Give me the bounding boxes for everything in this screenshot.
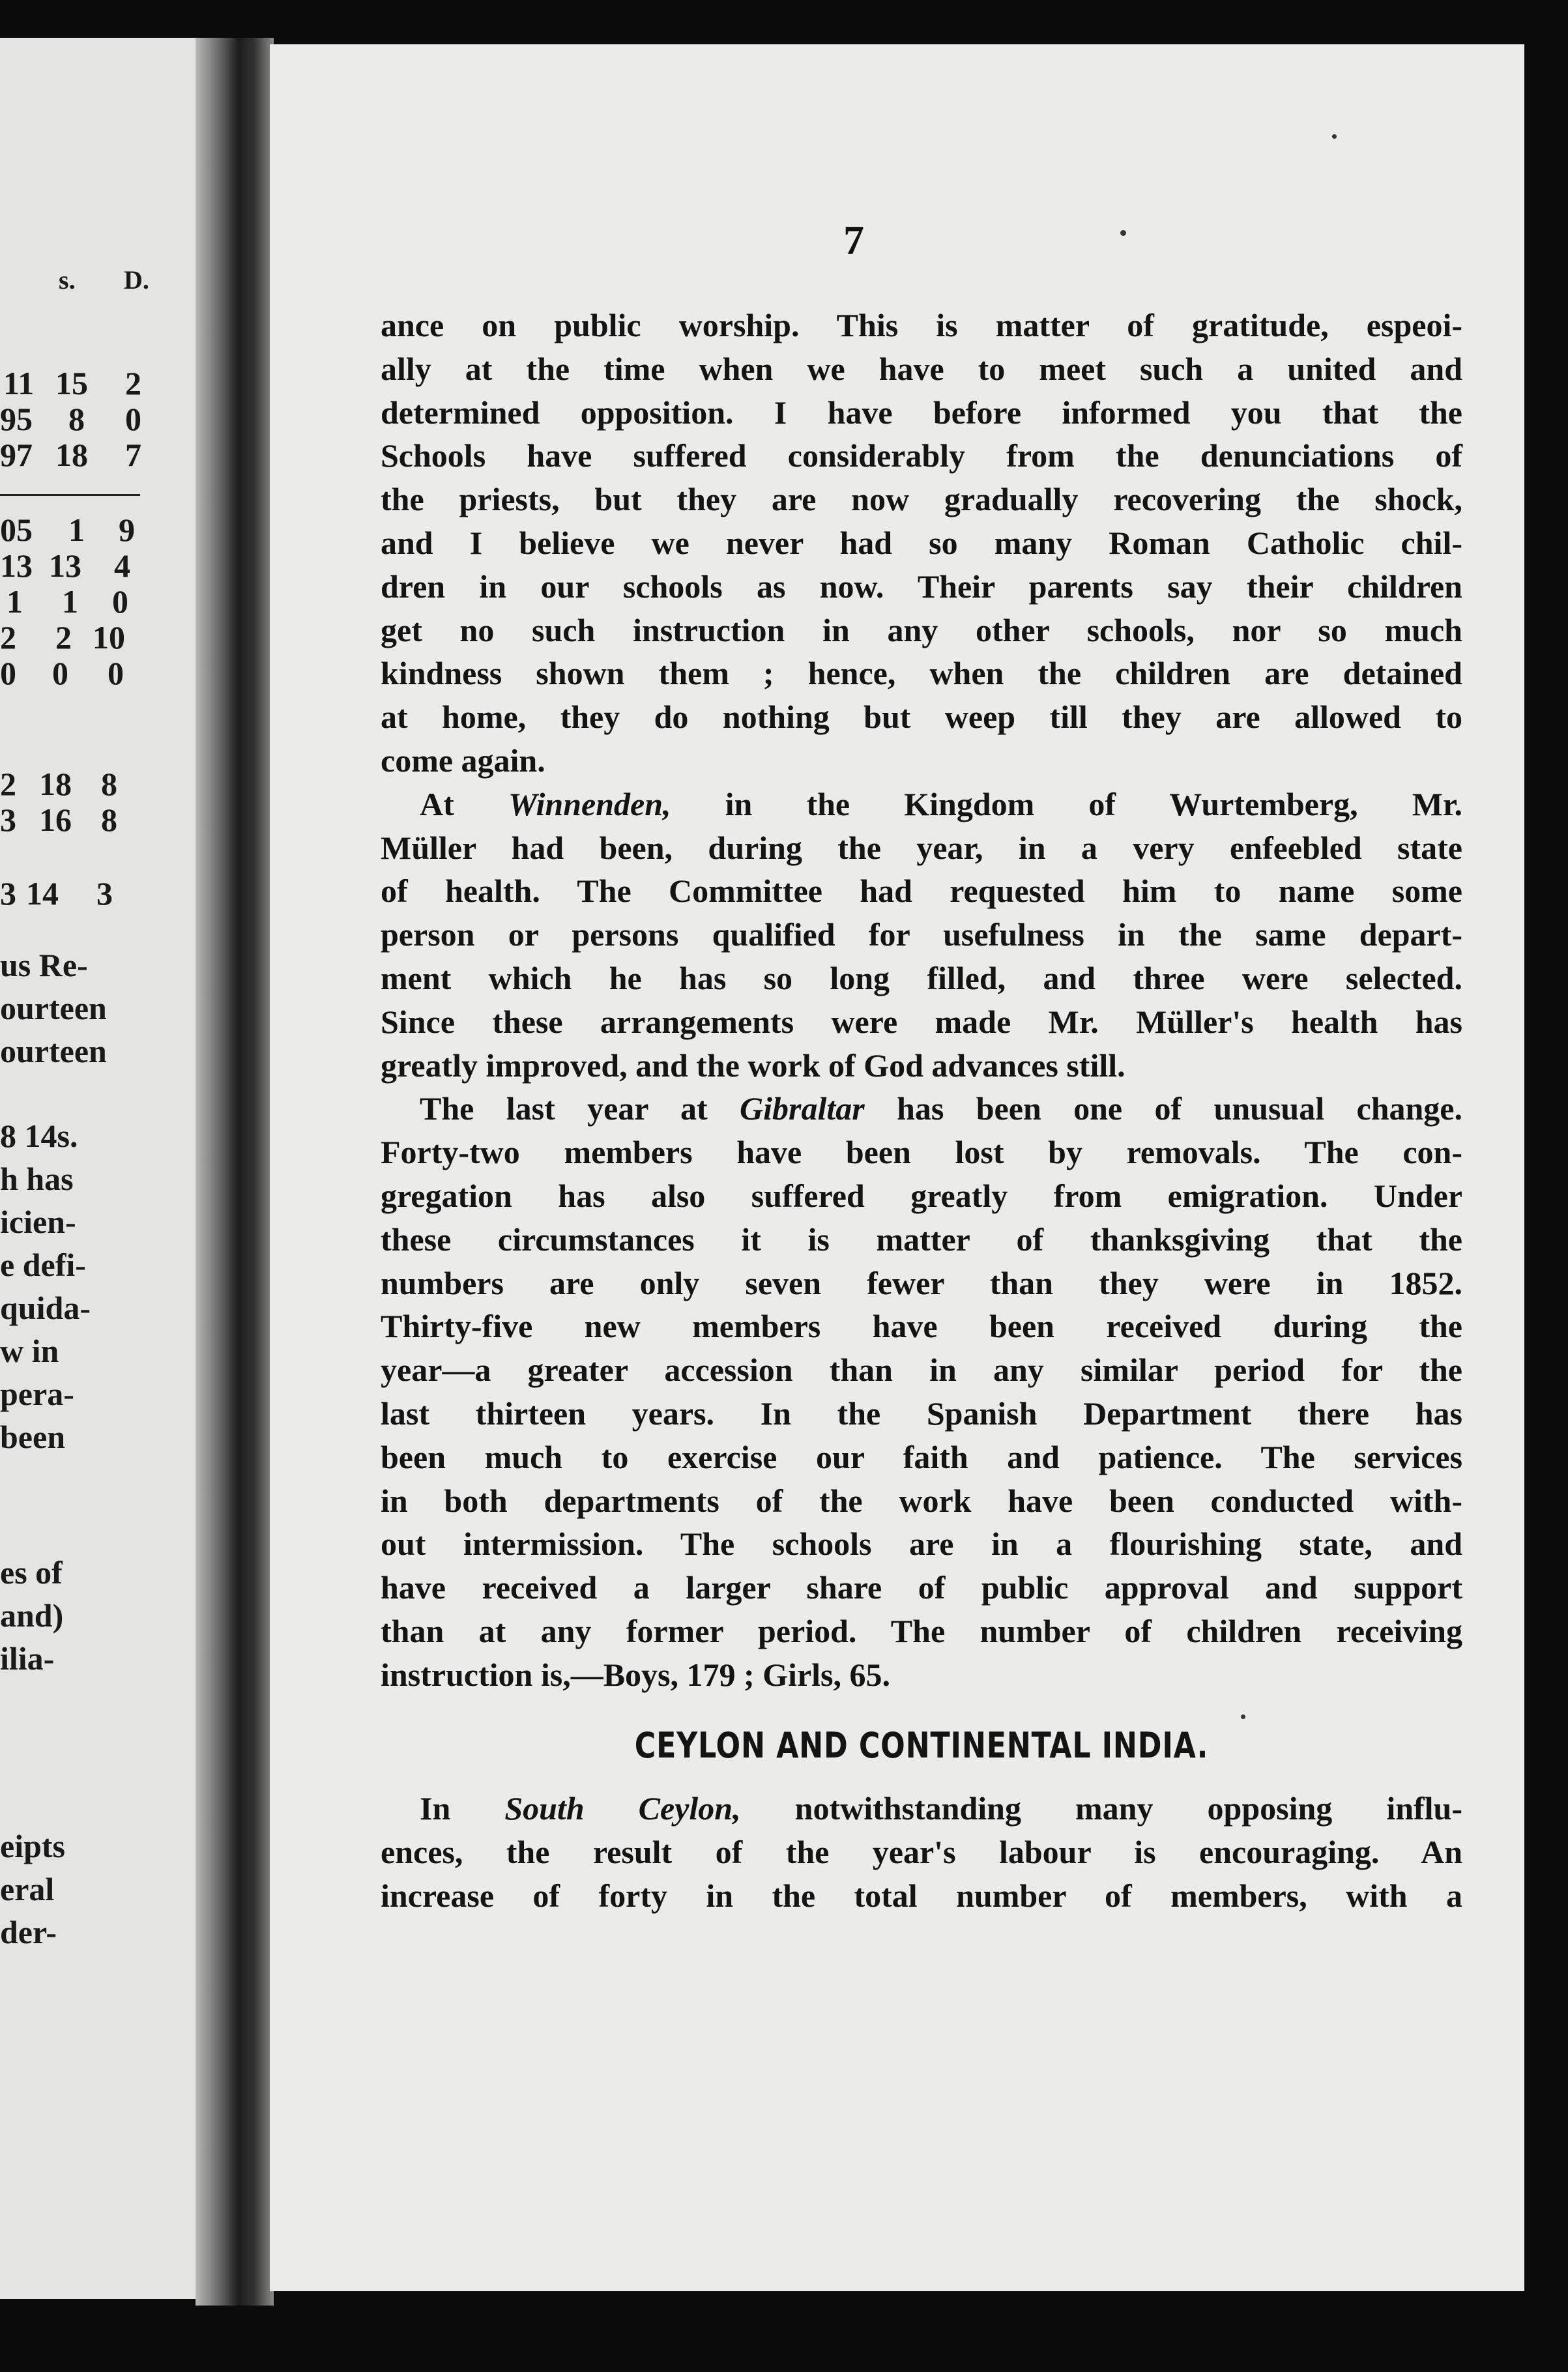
page-number: 7: [843, 217, 864, 263]
text-run: At: [420, 785, 508, 822]
left-fragment: 18: [55, 437, 88, 473]
left-fragment: 18: [39, 766, 72, 802]
left-fragment: eral: [0, 1871, 55, 1907]
text-line: Müller had been, during the year, in a very enfeebled state: [381, 829, 1462, 866]
text-line: person or persons qualified for usefulness in the same depart-: [381, 916, 1462, 953]
left-fragment: e defi-: [0, 1247, 86, 1283]
left-fragment: 2: [0, 619, 16, 656]
left-fragment: D.: [124, 265, 149, 295]
left-fragment: 8: [68, 401, 85, 437]
text-line: in both departments of the work have been conducted with-: [381, 1482, 1462, 1519]
text-line: get no such instruction in any other schools, nor so much: [381, 611, 1462, 648]
left-fragment: 0: [0, 655, 16, 691]
text-line: out intermission. The schools are in a flourishing state, and: [381, 1526, 1462, 1563]
left-fragment: 9: [119, 512, 135, 548]
text-line: ally at the time when we have to meet such a united and: [381, 350, 1462, 387]
paragraph-first-line: [381, 783, 1462, 826]
speck: [1120, 230, 1126, 236]
text-line: dren in our schools as now. Their parents say their children: [381, 568, 1462, 605]
text-line: kindness shown them ; hence, when the children are detained: [381, 655, 1462, 692]
text-line: determined opposition. I have before informed you that the: [381, 394, 1462, 431]
left-fragment: icien-: [0, 1204, 76, 1240]
left-fragment: 3: [96, 875, 113, 912]
page: [270, 44, 1524, 2291]
text-line: at home, they do nothing but weep till they are allowed to: [381, 699, 1462, 736]
table-rule: [0, 494, 140, 496]
text-line: have received a larger share of public approval and support: [381, 1569, 1462, 1606]
left-fragment: eipts: [0, 1828, 65, 1864]
text-run: notwithstanding many opposing influ-: [740, 1790, 1463, 1827]
left-fragment: been: [0, 1419, 65, 1455]
text-line: ment which he has so long filled, and three were selected.: [381, 959, 1462, 996]
text-line: the priests, but they are now gradually recovering the shock,: [381, 481, 1462, 518]
left-fragment: 05: [0, 512, 33, 548]
left-fragment: 8: [101, 766, 117, 802]
text-line: last thirteen years. In the Spanish Department there has: [381, 1395, 1462, 1432]
left-fragment: 4: [114, 547, 130, 584]
left-fragment: 11: [3, 365, 35, 401]
left-fragment: us Re-: [0, 947, 88, 983]
left-fragment: es of: [0, 1554, 63, 1591]
left-fragment: 16: [39, 802, 72, 838]
left-fragment: pera-: [0, 1376, 74, 1412]
left-fragment: 14: [26, 875, 59, 912]
left-fragment: 3: [0, 802, 16, 838]
section-heading: CEYLON AND CONTINENTAL INDIA.: [634, 1724, 1209, 1766]
left-fragment: ilia-: [0, 1640, 55, 1677]
left-fragment: s.: [59, 265, 76, 295]
left-fragment: 1: [7, 583, 23, 620]
text-line: come again.: [381, 742, 545, 779]
left-fragment: 0: [52, 655, 68, 691]
text-run: has been one of unusual change.: [864, 1090, 1463, 1127]
left-fragment: 8 14s.: [0, 1118, 78, 1154]
text-line: greatly improved, and the work of God advances still.: [381, 1047, 1125, 1084]
text-line: of health. The Committee had requested him to name some: [381, 873, 1462, 910]
left-fragment: 1: [62, 583, 78, 620]
speck: [1332, 134, 1337, 139]
text-run: In: [420, 1790, 505, 1827]
text-line: gregation has also suffered greatly from emigration. Under: [381, 1177, 1462, 1214]
left-fragment: 2: [125, 365, 141, 401]
text-line: numbers are only seven fewer than they were in 1852.: [381, 1264, 1462, 1301]
facing-page-fragment: [0, 38, 196, 2299]
text-line: been much to exercise our faith and patience. The services: [381, 1438, 1462, 1475]
left-fragment: 13: [49, 547, 81, 584]
text-line: these circumstances it is matter of thanksgiving that the: [381, 1221, 1462, 1258]
left-fragment: 7: [125, 437, 141, 473]
left-fragment: 0: [125, 401, 141, 437]
text-line: Thirty-five new members have been received during the: [381, 1308, 1462, 1345]
place-name: South Ceylon,: [504, 1790, 741, 1827]
text-line: Since these arrangements were made Mr. Müller's health has: [381, 1003, 1462, 1040]
left-fragment: der-: [0, 1914, 57, 1950]
place-name: Gibraltar: [740, 1090, 865, 1127]
text-run: in the Kingdom of Wurtemberg, Mr.: [671, 785, 1462, 822]
left-fragment: 2: [55, 619, 72, 656]
left-fragment: w in: [0, 1333, 59, 1369]
left-fragment: and): [0, 1597, 64, 1634]
left-fragment: 0: [108, 655, 124, 691]
left-fragment: 3: [0, 875, 16, 912]
text-line: Schools have suffered considerably from the denunciations of: [381, 437, 1462, 474]
body-text: [381, 304, 1462, 1918]
left-fragment: 10: [93, 619, 125, 656]
text-line: Forty-two members have been lost by removals. The con-: [381, 1134, 1462, 1171]
left-fragment: 97: [0, 437, 33, 473]
left-fragment: 2: [0, 766, 16, 802]
text-line: instruction is,—Boys, 179 ; Girls, 65.: [381, 1656, 890, 1693]
paragraph-first-line: [381, 1087, 1462, 1131]
left-fragment: ourteen: [0, 990, 107, 1026]
place-name: Winnenden,: [508, 785, 671, 822]
left-fragment: 13: [0, 547, 33, 584]
left-fragment: ourteen: [0, 1033, 107, 1069]
left-fragment: 1: [68, 512, 85, 548]
paragraph-first-line: [381, 1787, 1462, 1830]
left-fragment: 95: [0, 401, 33, 437]
left-fragment: 8: [101, 802, 117, 838]
text-line: increase of forty in the total number of members, with a: [381, 1877, 1462, 1914]
left-fragment: quida-: [0, 1290, 91, 1326]
text-line: than at any former period. The number of children receiving: [381, 1612, 1462, 1649]
text-line: and I believe we never had so many Roman Catholic chil-: [381, 524, 1462, 561]
text-run: The last year at: [420, 1090, 740, 1127]
text-line: ance on public worship. This is matter of gratitude, espeoi-: [381, 307, 1462, 343]
left-fragment: h has: [0, 1161, 74, 1197]
book-gutter: [196, 38, 274, 2306]
text-line: ences, the result of the year's labour is encouraging. An: [381, 1834, 1462, 1871]
left-fragment: 15: [55, 365, 88, 401]
text-line: year—a greater accession than in any similar period for the: [381, 1352, 1462, 1389]
left-fragment: 0: [112, 583, 128, 620]
